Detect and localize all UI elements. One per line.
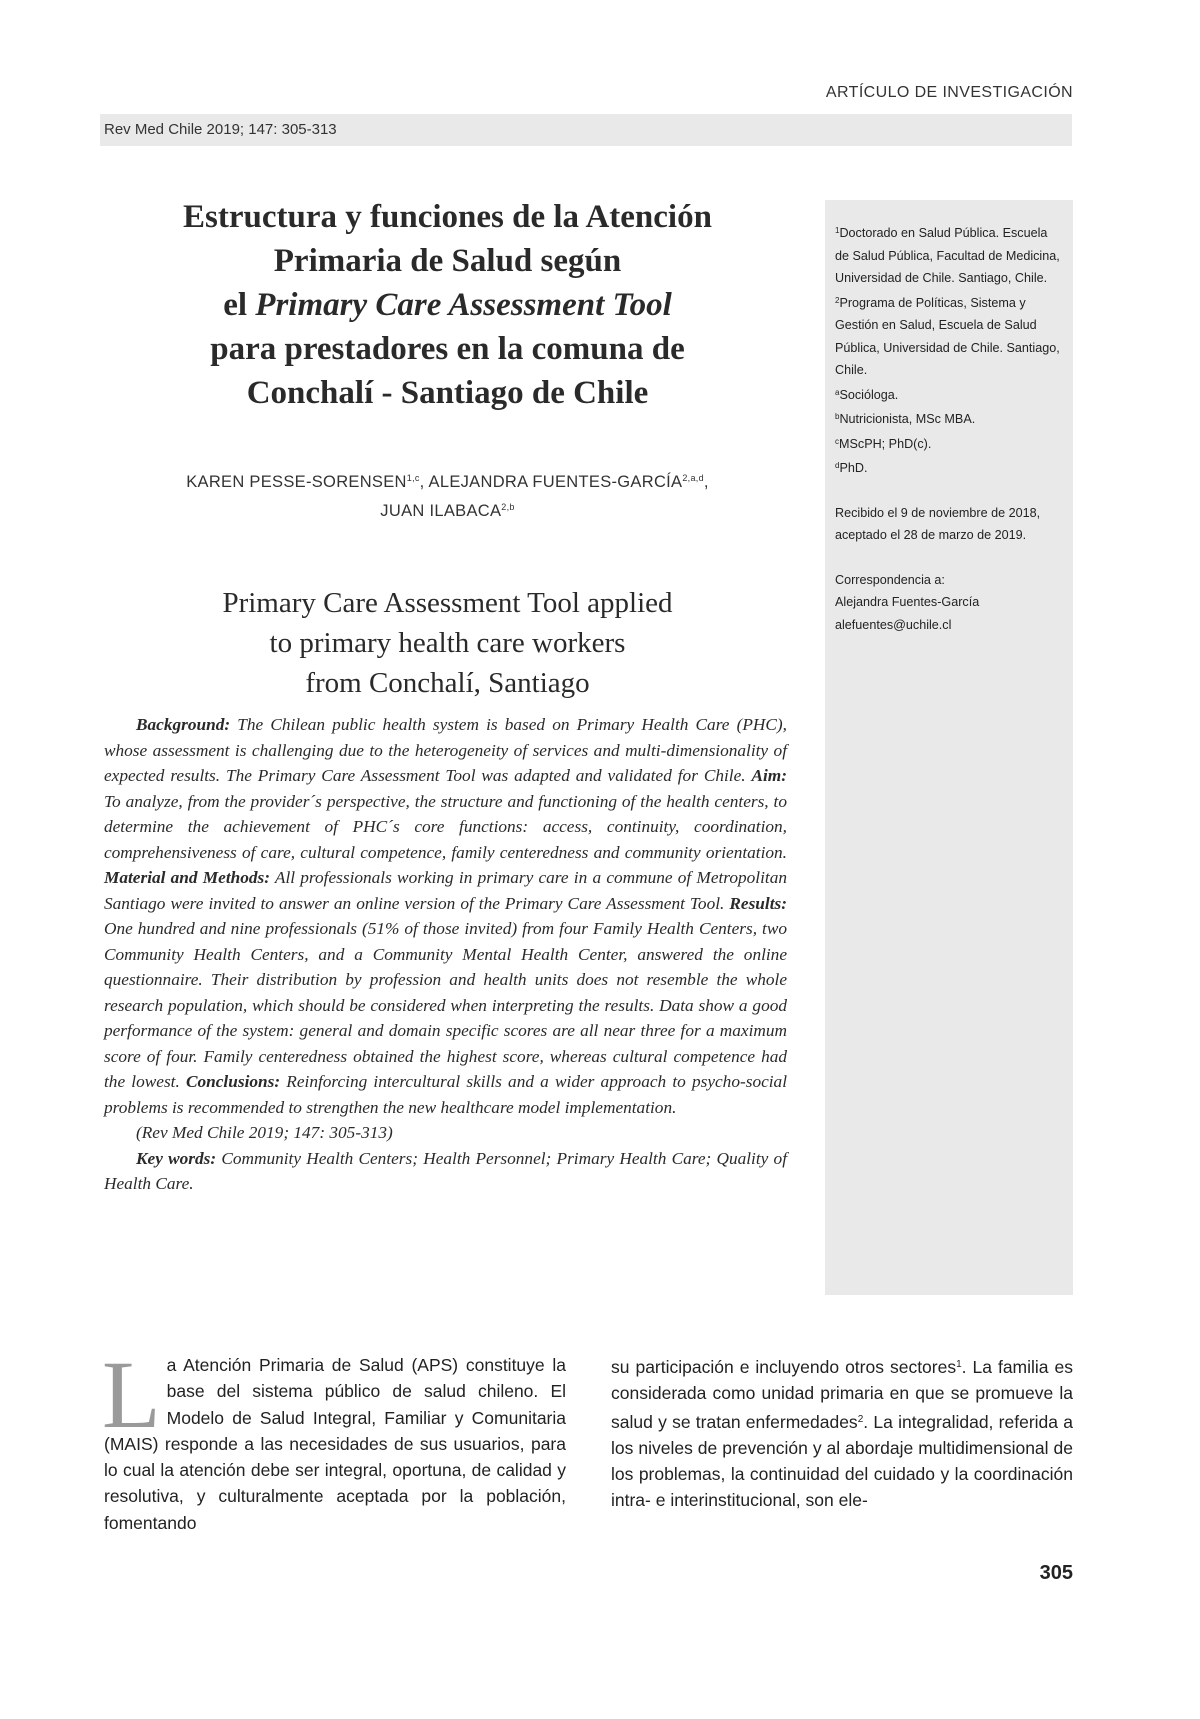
journal-citation: Rev Med Chile 2019; 147: 305-313 xyxy=(104,121,337,138)
page-number: 305 xyxy=(1039,1562,1073,1584)
affiliation-mark: d xyxy=(835,461,840,470)
affiliation-mark: c xyxy=(835,436,839,446)
drop-cap: L xyxy=(102,1341,161,1448)
received-dates: Recibido el 9 de noviembre de 2018, aceptado el 28 de marzo de 2019. xyxy=(835,505,1041,542)
citation-bar xyxy=(100,114,1072,146)
abstract-label-aim: Aim: xyxy=(751,766,787,785)
english-title-line: to primary health care workers xyxy=(269,627,626,659)
english-title-line: from Conchalí, Santiago xyxy=(305,667,590,699)
affiliation xyxy=(835,382,1063,407)
affiliation-text: Doctorado en Salud Pública. Escuela de Salud Pública, Facultad de Medicina, Universidad de Chile. Santiago, Chile. xyxy=(835,226,1060,285)
body-text: su participación e incluyendo otros sectores xyxy=(611,1357,957,1377)
correspondence-name: Alejandra Fuentes-García xyxy=(835,595,980,609)
body-text: . La integralidad, referida a los niveles de prevención y al abordaje multidimensional de los problemas, la continuidad del cuidado y la coordinación intra- e interinstitucional, son ele- xyxy=(611,1411,1073,1511)
abstract-text: To analyze, from the provider´s perspective, the structure and functioning of the health centers, to determine the achievement of PHC´s core functions: access, continuity, coordination, comprehensiveness of care, cultural competence, family centeredness and community orientation. xyxy=(104,791,787,862)
title-line xyxy=(110,283,785,327)
keywords-label: Key words: xyxy=(136,1148,217,1168)
abstract-label-methods: Material and Methods: xyxy=(104,868,270,887)
abstract-label-background: Background: xyxy=(136,715,231,734)
reference-mark: 1 xyxy=(956,1359,962,1370)
affiliation xyxy=(835,406,1063,431)
affiliation xyxy=(835,220,1063,290)
affiliation-text: Socióloga. xyxy=(839,387,899,402)
abstract-label-conclusions: Conclusions: xyxy=(185,1072,281,1091)
spacer xyxy=(835,480,1063,502)
title-line: para prestadores en la comuna de xyxy=(210,331,685,367)
abstract-citation: (Rev Med Chile 2019; 147: 305-313) xyxy=(136,1123,393,1142)
section-label: ARTÍCULO DE INVESTIGACIÓN xyxy=(825,84,1073,101)
affiliation-text: Programa de Políticas, Sistema y Gestión en Salud, Escuela de Salud Pública, Universidad de Chile. Santiago, Chile. xyxy=(835,295,1060,377)
title-line: Estructura y funciones de la Atención xyxy=(183,199,712,235)
title-italic: Primary Care Assessment Tool xyxy=(255,287,672,323)
title-line: Conchalí - Santiago de Chile xyxy=(246,375,649,411)
author-list: KAREN PESSE-SORENSEN$^{1,c}$, ALEJANDRA FUENTES-GARCÍA$^{2,a,d}$, JUAN ILABACA$^{2,b}$ xyxy=(186,473,709,520)
abstract-paragraph xyxy=(104,712,787,1120)
body-text: . La familia es considerada como unidad primaria en que se promueve la salud y se tratan enfermedades xyxy=(611,1357,1074,1432)
affiliation-text: Nutricionista, MSc MBA. xyxy=(839,412,976,426)
abstract-text: One hundred and nine professionals (51% of those invited) from four Family Health Centers, two Community Health Centers, and a Community Mental Health Center, answered the online questionnaire. Their distribution by profession and health units does not resemble the whole research population, which should be considered when interpreting the results. Data show a good performance of the system: general and domain specific scores are all near three for a maximum score of four. Family centeredness obtained the highest score, whereas cultural competence had the lowest. xyxy=(104,919,787,1091)
correspondence-email: alefuentes@uchile.cl xyxy=(835,617,952,632)
reference-mark: 2 xyxy=(857,1413,864,1425)
author-name: JUAN ILABACA xyxy=(380,502,502,520)
affiliation-mark: 2 xyxy=(835,295,840,305)
title-prefix: el xyxy=(223,287,256,323)
abstract-text: The Chilean public health system is based on Primary Health Care (PHC), whose assessment is challenging due to the heterogeneity of services and multi-dimensionality of expected results. The Primary Care Assessment Tool was adapted and validated for Chile. xyxy=(104,715,787,785)
affiliation-mark: 1 xyxy=(835,226,840,235)
affiliations-sidebar xyxy=(825,200,1073,1295)
affiliation xyxy=(835,290,1063,382)
english-title-line: Primary Care Assessment Tool applied xyxy=(222,587,673,619)
affiliation-mark: b xyxy=(835,412,840,421)
author-name: ALEJANDRA FUENTES-GARCÍA xyxy=(428,473,683,491)
article-title xyxy=(110,195,785,415)
body-column-left xyxy=(102,1341,566,1536)
abstract-keywords xyxy=(104,1146,787,1197)
keywords-text: Community Health Centers; Health Personnel; Primary Health Care; Quality of Health Care. xyxy=(104,1148,787,1193)
english-title xyxy=(110,583,785,703)
affiliation-text: MScPH; PhD(c). xyxy=(839,436,932,451)
author-affiliation-mark: 1,c xyxy=(406,473,420,483)
affiliation xyxy=(835,455,1063,480)
abstract-label-results: Results: xyxy=(729,893,787,913)
spacer xyxy=(835,547,1063,569)
author-affiliation-mark: 2,a,d xyxy=(682,473,704,483)
abstract-text: All professionals working in primary care in a commune of Metropolitan Santiago were invited to answer an online version of the Primary Care Assessment Tool. xyxy=(104,868,787,913)
title-line: Primaria de Salud según xyxy=(273,243,622,279)
affiliation-mark: a xyxy=(835,387,840,397)
author-name: KAREN PESSE-SORENSEN xyxy=(186,473,407,491)
affiliation-text: PhD. xyxy=(839,461,868,475)
body-column-right xyxy=(611,1352,1073,1536)
correspondence-label: Correspondencia a: xyxy=(835,572,945,587)
affiliation xyxy=(835,431,1063,456)
body-columns xyxy=(102,1341,1074,1536)
author-affiliation-mark: 2,b xyxy=(501,502,515,512)
body-text: a Atención Primaria de Salud (APS) constituye la base del sistema público de salud chileno. El Modelo de Salud Integral, Familiar y Comunitaria (MAIS) responde a las necesidades de sus usuarios, para lo cual la atención debe ser integral, oportuna, de calidad y resolutiva, y culturalmente aceptada por la población, fomentando xyxy=(104,1355,566,1533)
abstract-text: Reinforcing intercultural skills and a wider approach to psycho-social problems is recommended to strengthen the new healthcare model implementation. xyxy=(104,1072,787,1117)
abstract xyxy=(104,712,787,1197)
